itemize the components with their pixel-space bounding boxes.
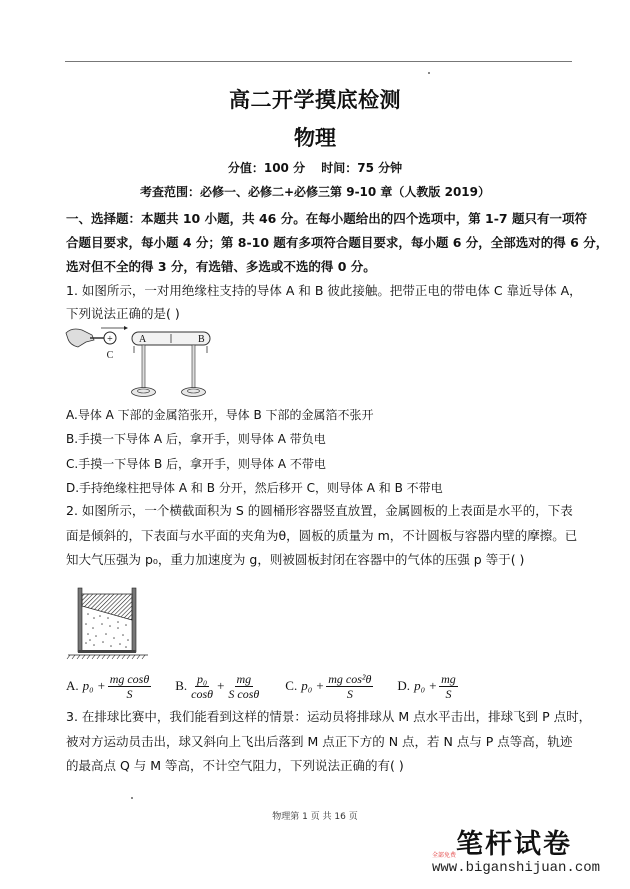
svg-text:C: C: [106, 350, 114, 361]
numerator: mg: [441, 671, 456, 686]
question-2-figure: [66, 578, 156, 660]
denominator: cosθ: [191, 686, 214, 701]
numerator: mg cos²θ: [328, 671, 372, 686]
watermark-tag: 全部免费: [432, 852, 457, 859]
top-rule: [65, 61, 572, 62]
svg-text:+: +: [107, 334, 113, 345]
question-1-option-a: A.导体 A 下部的金属箔张开，导体 B 下部的金属箔不张开: [66, 408, 374, 422]
exam-title: 高二开学摸底检测: [229, 88, 401, 112]
page-footer: 物理第 1 页 共 16 页: [272, 812, 358, 822]
question-3-line-2: 被对方运动员击出，球又斜向上飞出后落到 M 点正下方的 N 点，若 N 点与 P 点等高，轨迹: [66, 734, 573, 749]
question-1-option-c: C.手摸一下导体 B 后，拿开手，则导体 A 不带电: [66, 457, 326, 471]
conductor-apparatus-icon: [64, 325, 224, 400]
numerator: mg: [236, 671, 252, 686]
watermark-title: 笔杆试卷: [456, 829, 572, 860]
question-2-option-b: [175, 672, 263, 701]
denominator: S: [346, 686, 353, 701]
option-lead: p₀ +: [301, 678, 325, 693]
speck: [428, 72, 430, 74]
question-1-option-b: B.手摸一下导体 A 后，拿开手，则导体 A 带负电: [66, 432, 326, 446]
fraction: [189, 672, 215, 701]
numerator: mg cosθ: [109, 671, 150, 686]
denominator: S cosθ: [228, 686, 260, 701]
exam-scope: 考查范围：必修一、必修二+必修三第 9-10 章（人教版 2019）: [139, 185, 491, 199]
question-2-option-d: [397, 672, 459, 701]
option-label: C.: [285, 678, 298, 693]
question-1-figure: [64, 325, 224, 400]
question-1-option-d: D.手持绝缘柱把导体 A 和 B 分开，然后移开 C，则导体 A 和 B 不带电: [66, 481, 443, 495]
watermark-url: www.biganshijuan.com: [432, 860, 601, 876]
numerator: p₀: [197, 671, 208, 686]
fraction: [439, 672, 458, 701]
question-2-line-3: 知大气压强为 p₀，重力加速度为 g，则被圆板封闭在容器中的气体的压强 p 等于( ): [66, 552, 525, 567]
score-time: 分值：100 分 时间：75 分钟: [227, 161, 403, 175]
section-instructions-line-3: 选对但不全的得 3 分，有选错、多选或不选的得 0 分。: [66, 259, 376, 274]
option-label: B.: [175, 678, 188, 693]
option-label: A.: [66, 678, 79, 693]
denominator: S: [126, 686, 133, 701]
question-2-line-1: 2. 如图所示，一个横截面积为 S 的圆桶形容器竖直放置，金属圆板的上表面是水平的，下表: [66, 503, 573, 518]
question-2-options: [66, 668, 482, 704]
denominator: S: [445, 686, 452, 701]
option-lead: p₀ +: [82, 678, 106, 693]
option-lead: p₀ +: [414, 678, 438, 693]
cylinder-container-icon: [66, 578, 156, 660]
fraction: [226, 672, 261, 701]
section-instructions-line-2: 合题目要求，每小题 4 分；第 8-10 题有多项符合题目要求，每小题 6 分，全部选对的得 6 分，: [66, 235, 609, 250]
question-1-line-1: 1. 如图所示，一对用绝缘柱支持的导体 A 和 B 彼此接触。把带正电的带电体 C 靠近导体 A，: [66, 283, 582, 298]
section-instructions-line-1: 一、选择题：本题共 10 小题，共 46 分。在每小题给出的四个选项中，第 1-7 题只有一项符: [66, 211, 587, 226]
question-2-option-c: [285, 672, 375, 701]
fraction: [326, 672, 373, 701]
question-1-line-2: 下列说法正确的是( ): [66, 306, 180, 321]
subject-title: 物理: [294, 126, 336, 150]
svg-text:B: B: [198, 334, 205, 345]
fraction: [108, 672, 152, 701]
speck: [131, 797, 133, 799]
plus-sign: +: [217, 678, 225, 693]
question-3-line-1: 3. 在排球比赛中，我们能看到这样的情景：运动员将排球从 M 点水平击出，排球飞到 P 点时，: [66, 709, 592, 724]
question-2-line-2: 面是倾斜的，下表面与水平面的夹角为θ，圆板的质量为 m，不计圆板与容器内壁的摩擦。已: [66, 528, 578, 543]
svg-text:A: A: [139, 334, 147, 345]
question-2-option-a: [66, 672, 153, 701]
option-label: D.: [397, 678, 411, 693]
question-3-line-3: 的最高点 Q 与 M 等高，不计空气阻力，下列说法正确的有( ): [66, 758, 404, 773]
